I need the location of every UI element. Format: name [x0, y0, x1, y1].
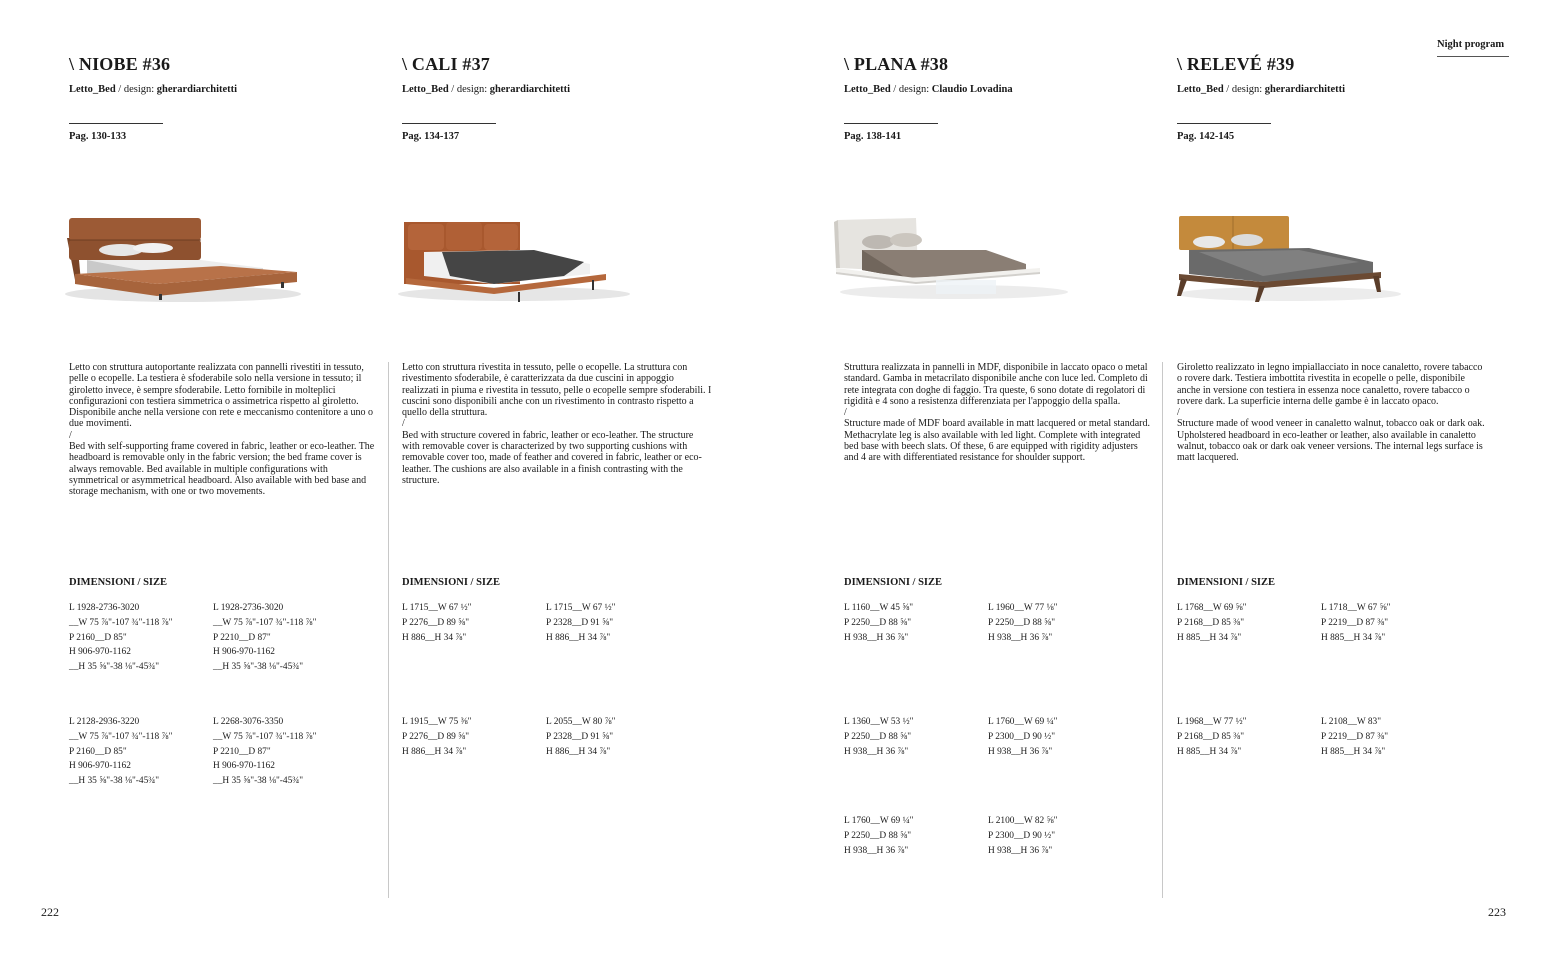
bed-image [384, 180, 644, 320]
product-title: \ PLANA #38 [844, 54, 949, 74]
dimension-line: __W 75 ⅞"-107 ¾"-118 ⅞" [213, 731, 317, 742]
product-subtitle [69, 84, 237, 95]
dimension-line: L 2055__W 80 ⅞" [546, 717, 616, 727]
description-italian: Struttura realizzata in pannelli in MDF, disponibile in laccato opaco o metal standard. Gamba in metacrilato disponibile anche con luce led. Completo di rete integrata con doghe di faggio. Tra queste, 6 sono dotate di regolatori di rigidità e 4 sono a resistenza differenziata per l'appoggio della spalla. [844, 362, 1148, 407]
size-heading: DIMENSIONI / SIZE [402, 577, 501, 588]
dimension-block [1321, 715, 1461, 759]
dimension-line: H 938__H 36 ⅞" [844, 746, 909, 757]
dimension-line: H 886__H 34 ⅞" [546, 632, 611, 643]
dimension-line: L 1960__W 77 ⅛" [988, 603, 1058, 613]
dimension-line: H 938__H 36 ⅞" [988, 632, 1053, 643]
dimension-block [546, 715, 686, 759]
dimension-line: L 1160__W 45 ⅝" [844, 603, 914, 613]
product-subtitle [402, 84, 570, 95]
bed-image [1159, 180, 1419, 320]
dimension-line: L 1928-2736-3020 [69, 603, 140, 613]
dimension-line: P 2300__D 90 ½" [988, 830, 1056, 841]
designer-name: gherardiarchitetti [1264, 84, 1346, 95]
product-subtitle [1177, 84, 1345, 95]
dimension-line: H 906-970-1162 [69, 647, 131, 658]
dimension-block [402, 601, 542, 645]
title-rule [69, 123, 163, 124]
product-title: \ RELEVÉ #39 [1177, 54, 1295, 74]
dimension-block [844, 814, 984, 858]
description-italian: Letto con struttura rivestita in tessuto, pelle o ecopelle. La struttura con rivestimento sfoderabile, è caratterizzata da due cuscini in appoggio realizzati in piuma e rivestita in tessuto, pelle o ecopelle sempre sfoderabili. I cuscini sono disponibili anche con un rivestimento in contrasto rispetto a quello della struttura. [402, 362, 712, 419]
dimension-line: H 906-970-1162 [213, 761, 275, 772]
dimension-line: L 1968__W 77 ½" [1177, 717, 1247, 727]
product-description [69, 362, 379, 498]
design-prefix: / design: [115, 84, 157, 95]
description-english: Structure made of wood veneer in canaletto walnut, tobacco oak or dark oak. Upholstered headboard in eco-leather or leather, also available in canaletto walnut, tobacco oak or dark oak veneer versions. The internal legs surface is matt lacquered. [1177, 418, 1485, 464]
dimension-line: H 938__H 36 ⅞" [844, 845, 909, 856]
dimension-line: P 2210__D 87" [213, 746, 271, 757]
dimension-line: P 2250__D 88 ⅝" [988, 617, 1056, 628]
dimension-line: H 906-970-1162 [213, 647, 275, 658]
page-reference: Pag. 138-141 [844, 131, 902, 142]
section-label-underline [1437, 56, 1509, 57]
dimension-line: L 1760__W 69 ¼" [844, 816, 914, 826]
dimension-block [402, 715, 542, 759]
dimension-line: H 886__H 34 ⅞" [402, 746, 467, 757]
design-prefix: / design: [1223, 84, 1265, 95]
dimension-block [988, 814, 1128, 858]
page-number-right: 223 [1488, 905, 1506, 919]
dimension-block [988, 601, 1128, 645]
dimension-line: H 886__H 34 ⅞" [546, 746, 611, 757]
page-number-left: 222 [41, 905, 59, 919]
dimension-line: P 2168__D 85 ⅜" [1177, 731, 1245, 742]
dimension-line: L 2100__W 82 ⅝" [988, 816, 1058, 826]
dimension-line: P 2300__D 90 ½" [988, 731, 1056, 742]
dimension-block [1177, 715, 1317, 759]
bed-image [826, 180, 1086, 320]
size-heading: DIMENSIONI / SIZE [844, 577, 943, 588]
dimension-line: __W 75 ⅞"-107 ¾"-118 ⅞" [69, 731, 173, 742]
design-prefix: / design: [890, 84, 932, 95]
dimension-line: L 2108__W 83" [1321, 717, 1382, 727]
product-subtitle [844, 84, 1013, 95]
dimension-line: __H 35 ⅝"-38 ⅛"-45¾" [69, 662, 160, 673]
dimension-line: __H 35 ⅝"-38 ⅛"-45¾" [69, 776, 160, 787]
product-type: Letto_Bed [844, 84, 891, 95]
product-type: Letto_Bed [69, 84, 116, 95]
dimension-line: L 1928-2736-3020 [213, 603, 284, 613]
dimension-line: P 2276__D 89 ⅝" [402, 617, 470, 628]
description-english: Bed with self-supporting frame covered in fabric, leather or eco-leather. The headboard is removable only in the fabric version; the bed frame cover is always removable. Bed available in multiple configurations with symmetrical or asymmetrical headboard. Also available with bed base and storage mechanism, with one or two movements. [69, 441, 375, 498]
dimension-line: H 906-970-1162 [69, 761, 131, 772]
description-italian: Giroletto realizzato in legno impiallacciato in noce canaletto, rovere tabacco o rovere dark. Testiera imbottita rivestita in ecopelle o pelle, disponibile anche in versione con testiera in essenza noce canaletto, rovere tabacco o rovere dark. La superficie interna delle gambe è in laccato opaco. [1177, 362, 1483, 407]
description-english: Bed with structure covered in fabric, leather or eco-leather. The structure with removable cover is characterized by two supporting cushions with removable cover too, made of feather and covered in fabric, leather or eco-leather. The cushions are also available in a finish contrasting with the structure. [402, 429, 702, 486]
dimension-line: H 938__H 36 ⅞" [988, 746, 1053, 757]
dimension-line: L 1760__W 69 ¼" [988, 717, 1058, 727]
design-prefix: / design: [448, 84, 490, 95]
dimension-line: L 1360__W 53 ½" [844, 717, 914, 727]
dimension-line: L 1768__W 69 ⅝" [1177, 603, 1247, 613]
column-divider [388, 362, 389, 898]
page-reference: Pag. 142-145 [1177, 131, 1235, 142]
bed-image [51, 180, 311, 320]
product-type: Letto_Bed [1177, 84, 1224, 95]
size-heading: DIMENSIONI / SIZE [69, 577, 168, 588]
dimension-line: P 2250__D 88 ⅝" [844, 731, 912, 742]
description-separator: / [402, 418, 405, 430]
dimension-line: P 2210__D 87" [213, 632, 271, 643]
dimension-line: H 885__H 34 ⅞" [1177, 632, 1242, 643]
page-reference: Pag. 130-133 [69, 131, 127, 142]
dimension-line: P 2160__D 85" [69, 632, 127, 643]
dimension-block [69, 715, 209, 789]
dimension-line: P 2160__D 85" [69, 746, 127, 757]
section-label: Night program [1437, 39, 1505, 50]
dimension-block [844, 715, 984, 759]
page-reference: Pag. 134-137 [402, 131, 460, 142]
dimension-line: H 885__H 34 ⅞" [1321, 632, 1386, 643]
dimension-block [213, 601, 353, 675]
designer-name: gherardiarchitetti [489, 84, 571, 95]
product-description [1177, 362, 1487, 464]
dimension-line: L 2268-3076-3350 [213, 717, 284, 727]
product-title: \ CALI #37 [402, 54, 491, 74]
size-heading: DIMENSIONI / SIZE [1177, 577, 1276, 588]
title-rule [402, 123, 496, 124]
dimension-line: L 1915__W 75 ⅜" [402, 717, 472, 727]
dimension-block [988, 715, 1128, 759]
dimension-line: __W 75 ⅞"-107 ¾"-118 ⅞" [213, 617, 317, 628]
description-italian: Letto con struttura autoportante realizzata con pannelli rivestiti in tessuto, pelle o ecopelle. La testiera è sfoderabile solo nella versione in tessuto; il giroletto invece, è sempre sfoderabile. Letto fornibile in molteplici configurazioni con testiera simmetrica o assimetrica rispetto al giroletto. Disponibile anche nella versione con rete e meccanismo contenitore a uno o due movimenti. [69, 362, 374, 430]
description-separator: / [1177, 407, 1180, 419]
dimension-line: P 2328__D 91 ⅝" [546, 617, 614, 628]
dimension-line: H 938__H 36 ⅞" [988, 845, 1053, 856]
dimension-line: L 1718__W 67 ⅝" [1321, 603, 1391, 613]
product-type: Letto_Bed [402, 84, 449, 95]
dimension-block [546, 601, 686, 645]
dimension-line: P 2219__D 87 ⅜" [1321, 731, 1389, 742]
dimension-line: P 2250__D 88 ⅝" [844, 617, 912, 628]
product-description [844, 362, 1154, 464]
designer-name: Claudio Lovadina [931, 84, 1013, 95]
product-title: \ NIOBE #36 [69, 54, 171, 74]
dimension-line: H 886__H 34 ⅞" [402, 632, 467, 643]
dimension-line: H 938__H 36 ⅞" [844, 632, 909, 643]
dimension-block [213, 715, 353, 789]
dimension-line: P 2276__D 89 ⅝" [402, 731, 470, 742]
dimension-line: P 2168__D 85 ⅜" [1177, 617, 1245, 628]
description-separator: / [844, 407, 847, 419]
title-rule [844, 123, 938, 124]
dimension-block [1321, 601, 1461, 645]
dimension-block [69, 601, 209, 675]
description-english: Structure made of MDF board available in matt lacquered or metal standard. Methacrylate leg is also available with led light. Complete with integrated bed base with beech slats. Of these, 6 are equipped with rigidity adjusters and 4 are with differentiated resistance for shoulder support. [844, 418, 1151, 464]
dimension-line: H 885__H 34 ⅞" [1177, 746, 1242, 757]
dimension-line: __H 35 ⅝"-38 ⅛"-45¾" [213, 662, 304, 673]
description-separator: / [69, 429, 72, 441]
dimension-line: L 1715__W 67 ½" [546, 603, 616, 613]
dimension-block [1177, 601, 1317, 645]
dimension-block [844, 601, 984, 645]
designer-name: gherardiarchitetti [156, 84, 238, 95]
product-description [402, 362, 712, 486]
dimension-line: L 2128-2936-3220 [69, 717, 140, 727]
dimension-line: P 2219__D 87 ⅜" [1321, 617, 1389, 628]
dimension-line: P 2250__D 88 ⅝" [844, 830, 912, 841]
dimension-line: H 885__H 34 ⅞" [1321, 746, 1386, 757]
dimension-line: L 1715__W 67 ½" [402, 603, 472, 613]
dimension-line: __W 75 ⅞"-107 ¾"-118 ⅞" [69, 617, 173, 628]
title-rule [1177, 123, 1271, 124]
dimension-line: __H 35 ⅝"-38 ⅛"-45¾" [213, 776, 304, 787]
dimension-line: P 2328__D 91 ⅝" [546, 731, 614, 742]
column-divider [1162, 362, 1163, 898]
